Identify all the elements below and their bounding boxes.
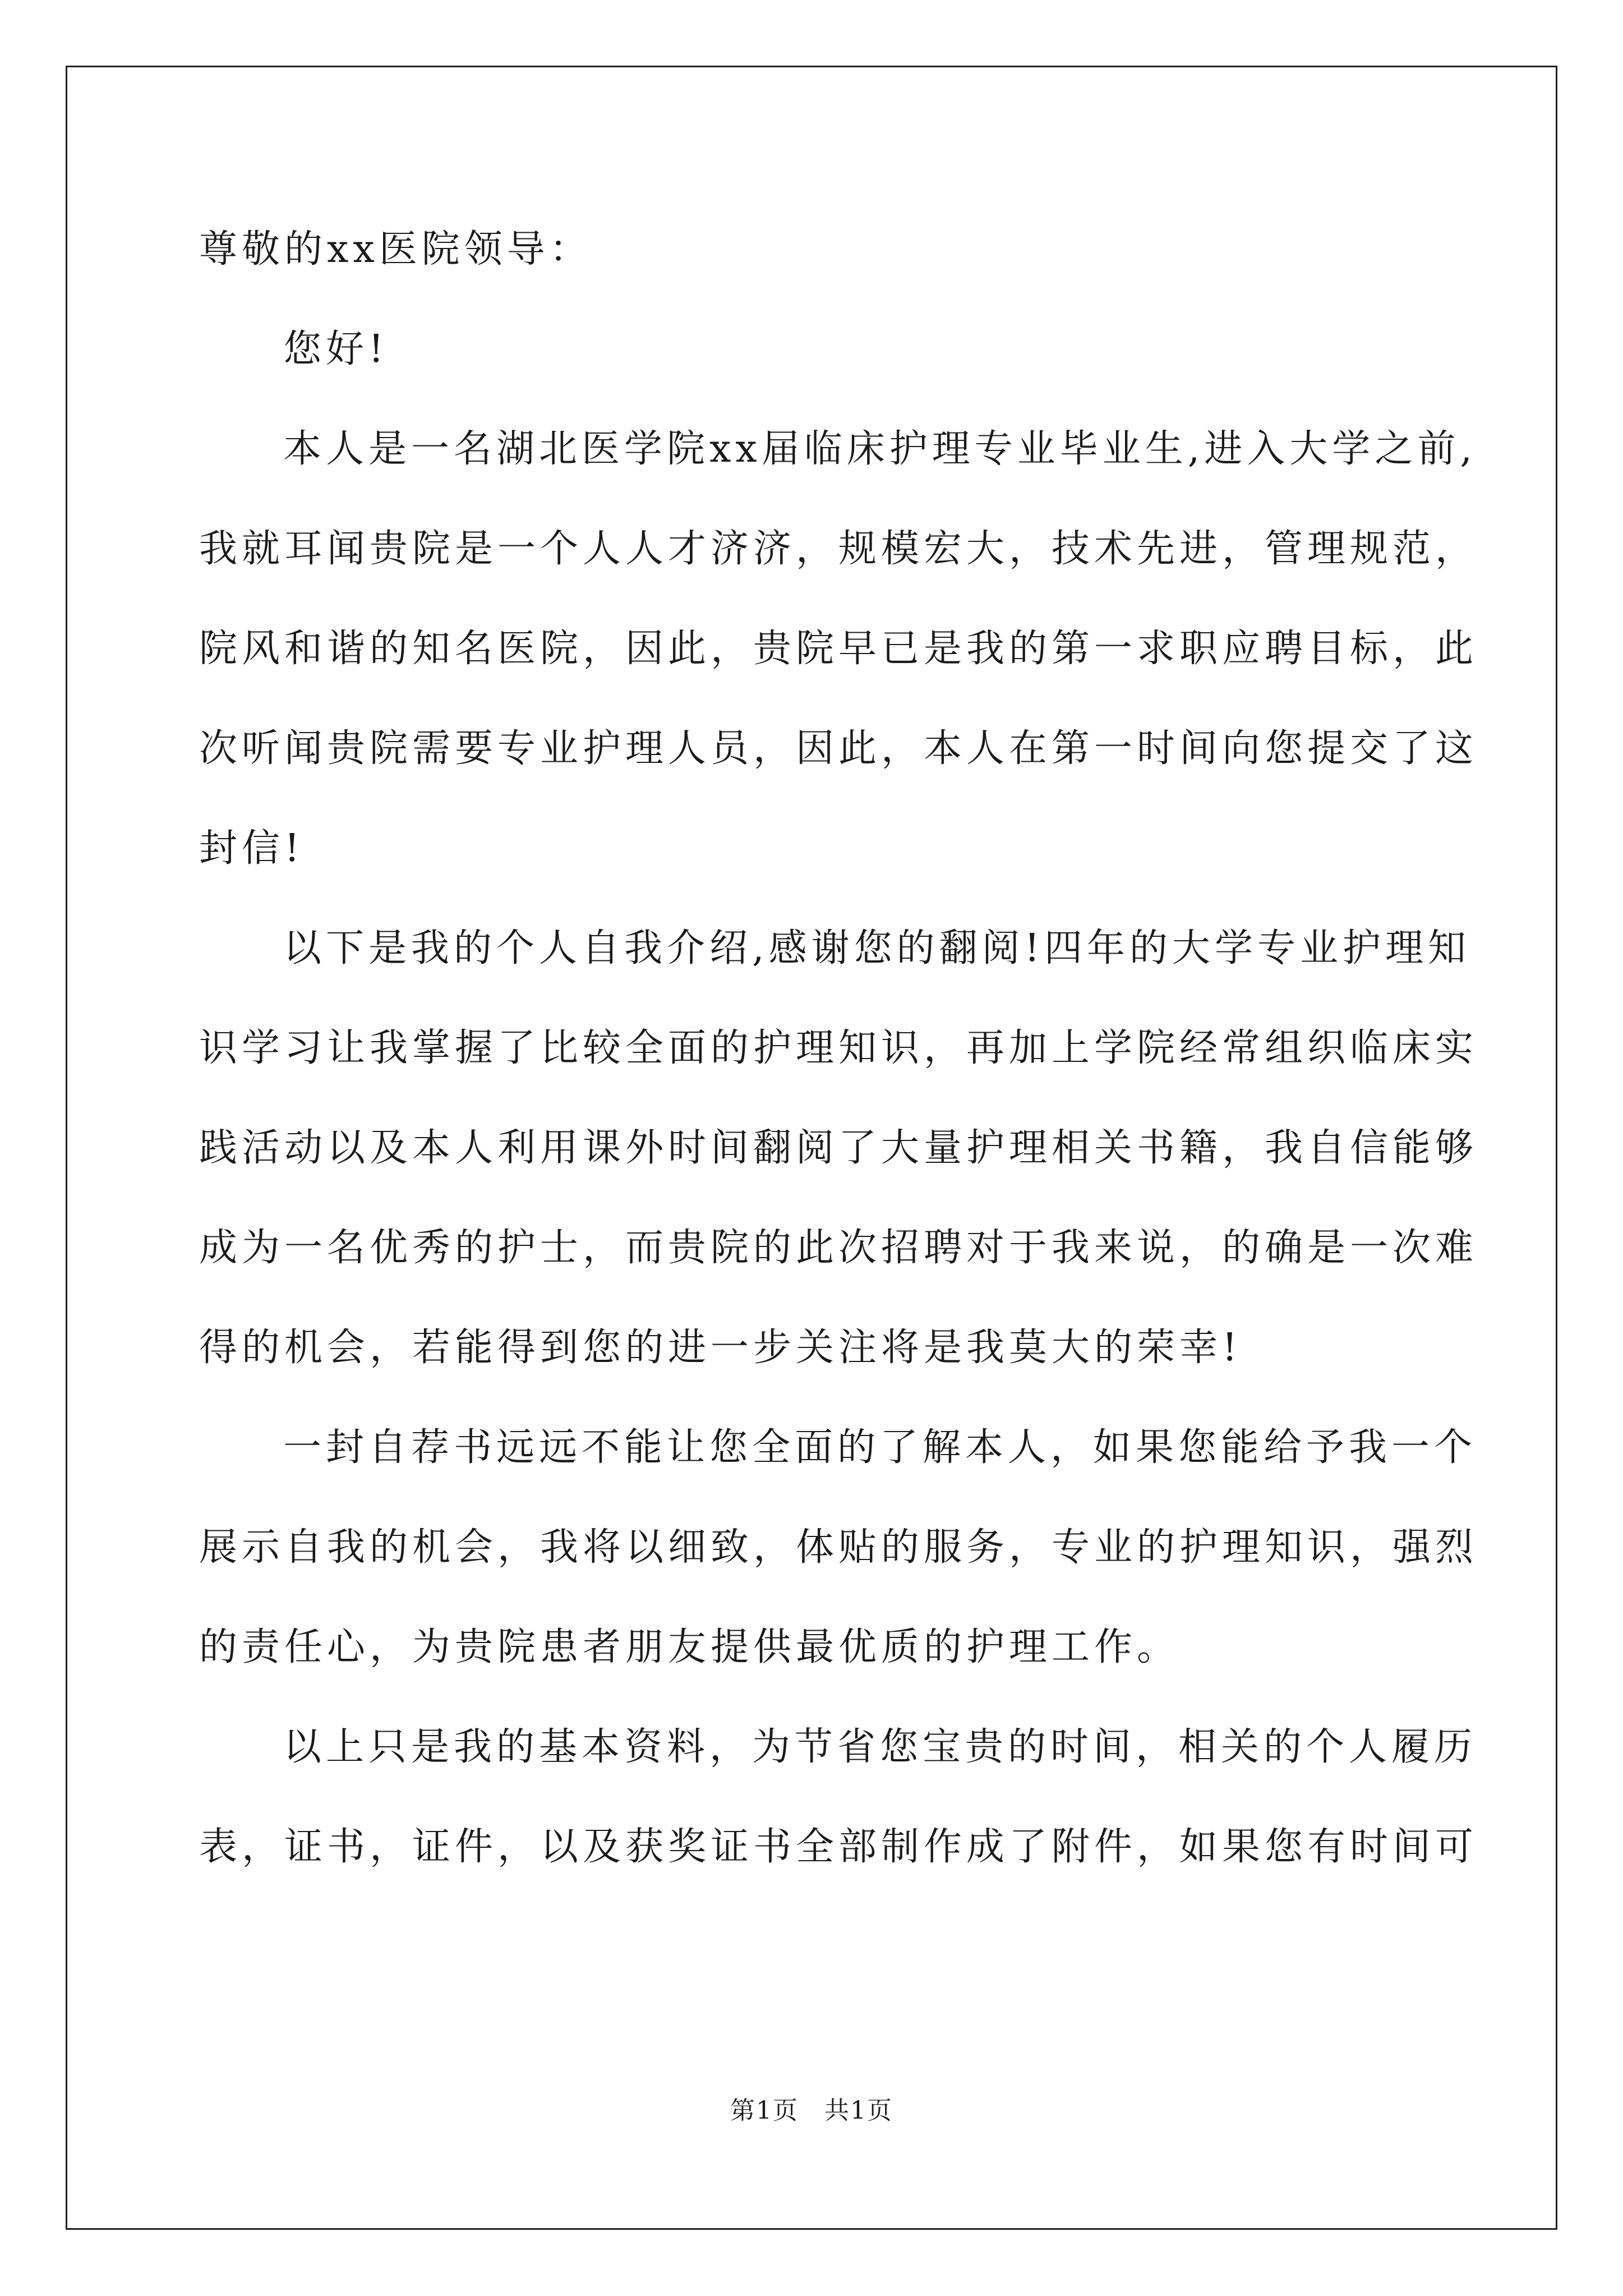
paragraph-line: 得的机会，若能得到您的进一步关注将是我莫大的荣幸! — [199, 1326, 1242, 1370]
paragraph-line: 展示自我的机会，我将以细致，体贴的服务，专业的护理知识，强烈 — [199, 1525, 1478, 1570]
paragraph-line: 以下是我的个人自我介绍,感谢您的翻阅!四年的大学专业护理知 — [283, 926, 1470, 970]
paragraph-line: 一封自荐书远远不能让您全面的了解本人，如果您能给予我一个 — [283, 1425, 1477, 1470]
paragraph-line: 我就耳闻贵院是一个人人才济济，规模宏大，技术先进，管理规范， — [199, 527, 1478, 571]
paragraph-line: 次听闻贵院需要专业护理人员，因此，本人在第一时间向您提交了这 — [199, 726, 1478, 771]
paragraph-line: 封信! — [199, 826, 305, 871]
paragraph-line: 以上只是我的基本资料，为节省您宝贵的时间，相关的个人履历 — [283, 1725, 1477, 1769]
paragraph-line: 的责任心，为贵院患者朋友提供最优质的护理工作。 — [199, 1625, 1180, 1669]
paragraph-line: 践活动以及本人利用课外时间翻阅了大量护理相关书籍，我自信能够 — [199, 1126, 1478, 1170]
paragraph-line: 识学习让我掌握了比较全面的护理知识，再加上学院经常组织临床实 — [199, 1026, 1478, 1070]
paragraph-line: 院风和谐的知名医院，因此，贵院早已是我的第一求职应聘目标，此 — [199, 627, 1478, 671]
paragraph-line: 成为一名优秀的护士，而贵院的此次招聘对于我来说，的确是一次难 — [199, 1226, 1478, 1270]
paragraph-line: 表，证书，证件，以及获奖证书全部制作成了附件，如果您有时间可 — [199, 1825, 1478, 1869]
paragraph-line: 本人是一名湖北医学院xx届临床护理专业毕业生,进入大学之前, — [283, 427, 1477, 471]
greeting: 您好! — [283, 327, 389, 371]
salutation: 尊敬的xx医院领导： — [199, 227, 592, 272]
page-number-footer: 第1页 共1页 — [730, 2096, 893, 2125]
